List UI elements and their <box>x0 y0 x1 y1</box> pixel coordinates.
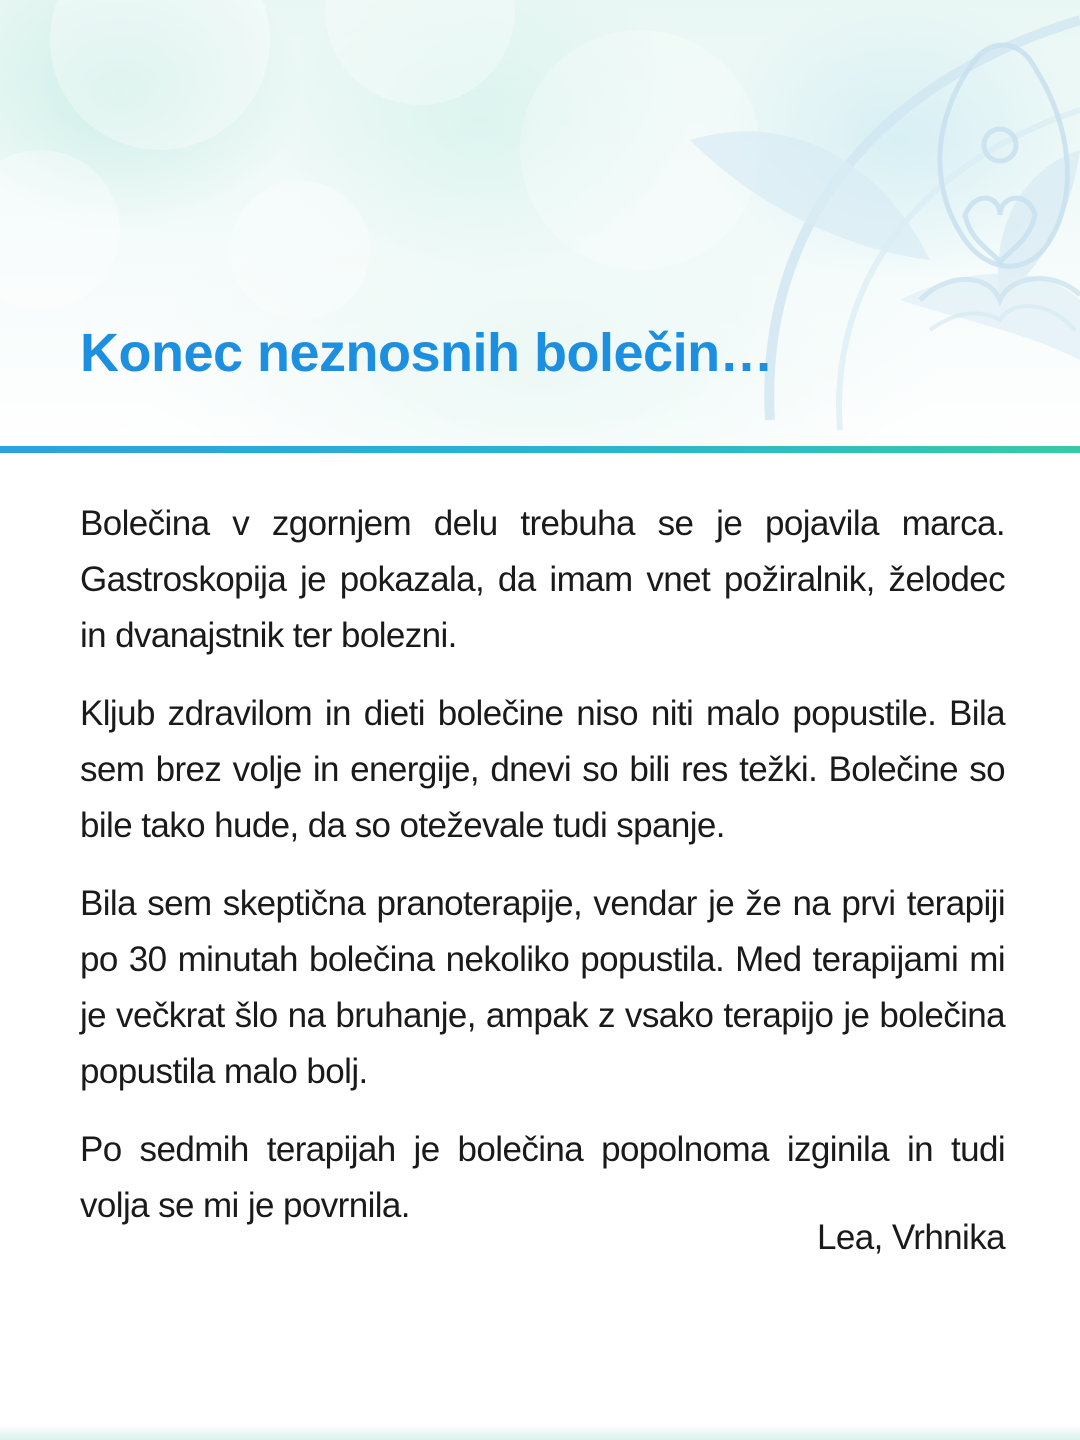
testimonial-paragraph: Kljub zdravilom in dieti bolečine niso niti malo popustile. Bila sem brez volje in energije, dnevi so bili res težki. Bolečine so bile tako hude, da so oteževale tudi spanje. <box>80 694 1005 845</box>
testimonial-signature: Lea, Vrhnika <box>816 1218 1005 1257</box>
testimonial-paragraph: Bila sem skeptična pranoterapije, vendar je že na prvi terapiji po 30 minutah bolečina nekoliko popustila. Med terapijami mi je večkrat šlo na bruhanje, ampak z vsako terapijo je bolečina popustila malo bolj. <box>80 884 1005 1091</box>
footer-decoration <box>0 1425 1080 1440</box>
testimonial-paragraph: Bolečina v zgornjem delu trebuha se je pojavila marca. Gastroskopija je pokazala, da imam vnet požiralnik, želodec in dvanajstnik ter bolezni. <box>80 504 1005 655</box>
page-title: Konec neznosnih bolečin… <box>80 323 774 383</box>
header-divider <box>0 446 1080 453</box>
header-background <box>0 0 1080 446</box>
testimonial-body <box>80 496 1005 1256</box>
testimonial-paragraph: Po sedmih terapijah je bolečina popolnoma izginila in tudi volja se mi je povrnila. <box>80 1130 1005 1225</box>
